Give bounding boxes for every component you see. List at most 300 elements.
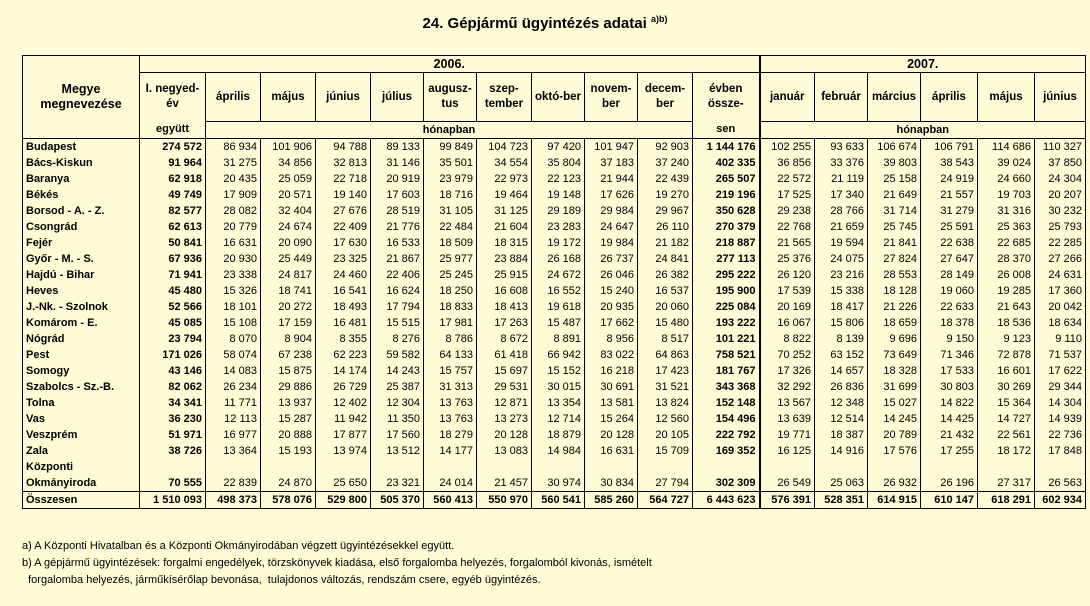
year-total-value: 219 196: [693, 187, 760, 203]
month-2006-value: 16 481: [316, 315, 371, 331]
year-total-value: [693, 459, 760, 475]
year-total-value: 181 767: [693, 363, 760, 379]
q1-value: 82 062: [140, 379, 206, 395]
month-2007-value: 29 238: [760, 203, 815, 219]
table-row: [23, 203, 1086, 219]
month-2006-header: augusz-tus: [424, 73, 477, 122]
month-2006-value: 13 364: [206, 443, 261, 459]
year-total-header: évben össze-: [693, 73, 760, 122]
month-2007-value: 25 158: [868, 171, 921, 187]
county-header: Megye megnevezése: [23, 56, 140, 139]
county-name: Baranya: [23, 171, 140, 187]
month-2006-value: 31 313: [424, 379, 477, 395]
unit-header-row: [23, 122, 1086, 139]
month-2006-value: 16 977: [206, 427, 261, 443]
month-2006-value: 15 875: [261, 363, 316, 379]
month-2007-value: 610 147: [921, 492, 978, 509]
month-2006-value: 17 603: [371, 187, 424, 203]
month-2006-value: 20 060: [638, 299, 693, 315]
month-2006-value: 26 729: [316, 379, 371, 395]
month-2007-value: 26 120: [760, 267, 815, 283]
month-2007-value: 14 245: [868, 411, 921, 427]
month-2006-value: 21 182: [638, 235, 693, 251]
month-2006-value: [206, 459, 261, 475]
month-2006-value: 15 697: [477, 363, 532, 379]
month-2006-value: 37 183: [585, 155, 638, 171]
month-2007-value: 13 639: [760, 411, 815, 427]
title-footnote-marker: a)b): [650, 14, 668, 24]
month-2007-value: 614 915: [868, 492, 921, 509]
month-2007-value: 28 766: [815, 203, 868, 219]
month-2006-value: 29 886: [261, 379, 316, 395]
month-2007-value: 17 255: [921, 443, 978, 459]
month-2007-value: 21 432: [921, 427, 978, 443]
month-2007-value: 36 856: [760, 155, 815, 171]
month-2006-value: [585, 459, 638, 475]
month-2006-value: 92 903: [638, 139, 693, 156]
month-2006-value: 62 223: [316, 347, 371, 363]
month-2007-value: 19 703: [978, 187, 1035, 203]
month-2006-value: 16 631: [585, 443, 638, 459]
footnotes: [22, 538, 652, 589]
month-2006-value: 8 355: [316, 331, 371, 347]
month-2006-value: 20 272: [261, 299, 316, 315]
q1-value: 62 613: [140, 219, 206, 235]
month-2006-value: 16 218: [585, 363, 638, 379]
month-2007-value: 27 266: [1035, 251, 1086, 267]
month-2007-value: 30 803: [921, 379, 978, 395]
month-2007-value: 21 643: [978, 299, 1035, 315]
month-2006-value: 12 304: [371, 395, 424, 411]
month-2007-value: 110 327: [1035, 139, 1086, 156]
month-2007-value: 72 878: [978, 347, 1035, 363]
month-2006-value: 17 263: [477, 315, 532, 331]
month-2006-value: 21 867: [371, 251, 424, 267]
county-name: Fejér: [23, 235, 140, 251]
table-row: [23, 139, 1086, 156]
month-2007-value: 29 344: [1035, 379, 1086, 395]
county-name: Győr - M. - S.: [23, 251, 140, 267]
q1-value: 45 480: [140, 283, 206, 299]
month-2007-value: [978, 459, 1035, 475]
table-row: [23, 395, 1086, 411]
month-2006-value: 15 480: [638, 315, 693, 331]
year-total-value: 350 628: [693, 203, 760, 219]
month-2006-value: 22 973: [477, 171, 532, 187]
month-2007-value: 24 304: [1035, 171, 1086, 187]
month-2006-value: 8 956: [585, 331, 638, 347]
month-2006-value: 17 560: [371, 427, 424, 443]
table-row: [23, 315, 1086, 331]
county-name: Veszprém: [23, 427, 140, 443]
month-2007-value: 528 351: [815, 492, 868, 509]
month-2006-value: 550 970: [477, 492, 532, 509]
month-2006-header: április: [206, 73, 261, 122]
month-2006-value: 20 571: [261, 187, 316, 203]
month-2007-value: 31 714: [868, 203, 921, 219]
q1-together-label: együtt: [140, 122, 206, 139]
month-2006-value: 16 624: [371, 283, 424, 299]
month-2007-value: 32 292: [760, 379, 815, 395]
month-2006-value: 23 321: [371, 475, 424, 492]
month-2007-value: 14 304: [1035, 395, 1086, 411]
q1-value: 71 941: [140, 267, 206, 283]
month-2006-value: 24 870: [261, 475, 316, 492]
month-2006-value: 94 788: [316, 139, 371, 156]
year-total-value: 343 368: [693, 379, 760, 395]
month-2007-value: 27 647: [921, 251, 978, 267]
month-2007-value: 26 932: [868, 475, 921, 492]
month-2006-value: 16 537: [638, 283, 693, 299]
month-2006-value: 16 608: [477, 283, 532, 299]
month-2006-header: szep-tember: [477, 73, 532, 122]
month-2006-value: 16 533: [371, 235, 424, 251]
month-2006-value: 34 856: [261, 155, 316, 171]
month-2007-value: 14 657: [815, 363, 868, 379]
month-2006-value: 64 133: [424, 347, 477, 363]
month-2006-value: 19 148: [532, 187, 585, 203]
year-total-value: 169 352: [693, 443, 760, 459]
table-body: [23, 139, 1086, 509]
county-name: Heves: [23, 283, 140, 299]
month-2007-value: 27 824: [868, 251, 921, 267]
county-name: Borsod - A. - Z.: [23, 203, 140, 219]
month-2007-value: 9 110: [1035, 331, 1086, 347]
month-2006-value: 18 833: [424, 299, 477, 315]
county-name: Nógrád: [23, 331, 140, 347]
month-2006-value: 28 082: [206, 203, 261, 219]
month-2006-value: 21 944: [585, 171, 638, 187]
month-2006-value: 20 128: [477, 427, 532, 443]
month-2006-value: 12 871: [477, 395, 532, 411]
month-2007-value: 18 536: [978, 315, 1035, 331]
month-2006-value: 24 014: [424, 475, 477, 492]
month-2006-value: 24 672: [532, 267, 585, 283]
county-name: Komárom - E.: [23, 315, 140, 331]
year-total-value: 218 887: [693, 235, 760, 251]
table-row: [23, 411, 1086, 427]
month-2006-value: 29 189: [532, 203, 585, 219]
month-2006-value: 505 370: [371, 492, 424, 509]
month-2006-header: május: [261, 73, 316, 122]
month-2007-header: február: [815, 73, 868, 122]
vehicle-admin-table: [22, 55, 1086, 509]
month-2007-value: 63 152: [815, 347, 868, 363]
month-2007-value: [760, 459, 815, 475]
month-2007-value: 26 008: [978, 267, 1035, 283]
county-name: J.-Nk. - Szolnok: [23, 299, 140, 315]
q1-value: 67 936: [140, 251, 206, 267]
month-2007-value: 17 622: [1035, 363, 1086, 379]
year-total-value: 277 113: [693, 251, 760, 267]
table-row: [23, 347, 1086, 363]
month-2006-value: 19 172: [532, 235, 585, 251]
month-2006-value: 529 800: [316, 492, 371, 509]
month-2006-value: 101 947: [585, 139, 638, 156]
month-2007-value: 102 255: [760, 139, 815, 156]
month-2007-header: január: [760, 73, 815, 122]
month-2006-value: 26 046: [585, 267, 638, 283]
month-2006-value: 18 413: [477, 299, 532, 315]
county-name: Zala: [23, 443, 140, 459]
month-2007-value: 25 363: [978, 219, 1035, 235]
year-total-value: 152 148: [693, 395, 760, 411]
table-row: [23, 475, 1086, 492]
month-2006-value: 37 240: [638, 155, 693, 171]
table-row: [23, 331, 1086, 347]
month-2006-header: decem-ber: [638, 73, 693, 122]
table-row: [23, 187, 1086, 203]
month-2007-value: 21 119: [815, 171, 868, 187]
month-2006-value: 23 884: [477, 251, 532, 267]
month-2006-value: 564 727: [638, 492, 693, 509]
table-row: [23, 267, 1086, 283]
month-2006-value: 16 541: [316, 283, 371, 299]
month-2006-value: 18 279: [424, 427, 477, 443]
county-name: Központi: [23, 459, 140, 475]
month-2007-value: 14 425: [921, 411, 978, 427]
month-2007-value: 71 346: [921, 347, 978, 363]
month-2007-value: 20 789: [868, 427, 921, 443]
month-2007-value: 25 063: [815, 475, 868, 492]
q1-value: 52 566: [140, 299, 206, 315]
county-name: Vas: [23, 411, 140, 427]
q1-value: 45 085: [140, 315, 206, 331]
month-2006-value: 24 674: [261, 219, 316, 235]
month-2006-value: 15 193: [261, 443, 316, 459]
year-total-value: 295 222: [693, 267, 760, 283]
month-2007-value: 39 024: [978, 155, 1035, 171]
month-2006-value: 18 741: [261, 283, 316, 299]
month-2007-value: 20 042: [1035, 299, 1086, 315]
month-2006-value: 14 177: [424, 443, 477, 459]
month-2007-value: 22 685: [978, 235, 1035, 251]
month-2006-value: 25 059: [261, 171, 316, 187]
footnote-a: a) A Központi Hivatalban és a Központi Okmányirodában végzett ügyintézésekkel együtt.: [22, 540, 455, 552]
month-2006-value: 26 110: [638, 219, 693, 235]
month-2007-value: 12 514: [815, 411, 868, 427]
month-2007-value: 21 565: [760, 235, 815, 251]
month-2006-value: [638, 459, 693, 475]
month-2006-value: 560 541: [532, 492, 585, 509]
month-2006-value: 8 786: [424, 331, 477, 347]
month-2007-value: 602 934: [1035, 492, 1086, 509]
year-2007-header: 2007.: [760, 56, 1086, 73]
month-2006-value: 17 630: [316, 235, 371, 251]
month-2006-value: 99 849: [424, 139, 477, 156]
month-2007-value: 21 649: [868, 187, 921, 203]
month-2006-value: 18 716: [424, 187, 477, 203]
month-2006-header: októ-ber: [532, 73, 585, 122]
table-row: [23, 171, 1086, 187]
month-2007-value: 18 378: [921, 315, 978, 331]
month-2006-value: 18 315: [477, 235, 532, 251]
month-2006-value: 8 276: [371, 331, 424, 347]
month-2006-value: 20 105: [638, 427, 693, 443]
month-2007-value: 14 916: [815, 443, 868, 459]
month-2007-value: 15 338: [815, 283, 868, 299]
month-2007-value: [921, 459, 978, 475]
month-2006-value: 26 737: [585, 251, 638, 267]
month-2007-value: 9 696: [868, 331, 921, 347]
month-2006-value: 24 817: [261, 267, 316, 283]
month-2006-value: 34 554: [477, 155, 532, 171]
month-2006-value: 18 493: [316, 299, 371, 315]
month-2007-value: 17 360: [1035, 283, 1086, 299]
month-2007-value: 15 806: [815, 315, 868, 331]
month-2007-value: 38 543: [921, 155, 978, 171]
month-2007-value: 17 340: [815, 187, 868, 203]
table-row: [23, 251, 1086, 267]
month-2007-value: 28 149: [921, 267, 978, 283]
month-2006-value: 19 464: [477, 187, 532, 203]
month-2006-value: 13 763: [424, 411, 477, 427]
table-row: [23, 443, 1086, 459]
month-2006-value: 8 904: [261, 331, 316, 347]
q1-value: 70 555: [140, 475, 206, 492]
q1-value: 171 026: [140, 347, 206, 363]
month-2007-value: 14 939: [1035, 411, 1086, 427]
month-2006-value: 13 974: [316, 443, 371, 459]
month-2006-value: 31 105: [424, 203, 477, 219]
month-2006-value: 8 070: [206, 331, 261, 347]
q1-value: 50 841: [140, 235, 206, 251]
month-2006-value: 21 604: [477, 219, 532, 235]
month-2006-value: [261, 459, 316, 475]
month-2006-value: 17 909: [206, 187, 261, 203]
month-2007-value: 33 376: [815, 155, 868, 171]
month-2007-value: 25 793: [1035, 219, 1086, 235]
month-2006-value: 86 934: [206, 139, 261, 156]
month-2006-value: 19 618: [532, 299, 585, 315]
county-name: Szabolcs - Sz.-B.: [23, 379, 140, 395]
month-2007-value: 24 631: [1035, 267, 1086, 283]
year-total-value: 225 084: [693, 299, 760, 315]
month-2006-value: 30 974: [532, 475, 585, 492]
month-2007-value: 18 328: [868, 363, 921, 379]
table-row: [23, 235, 1086, 251]
county-name: Pest: [23, 347, 140, 363]
month-2006-value: 26 234: [206, 379, 261, 395]
month-2007-value: 31 279: [921, 203, 978, 219]
month-2006-value: 25 915: [477, 267, 532, 283]
year-total-value: 101 221: [693, 331, 760, 347]
county-name: Somogy: [23, 363, 140, 379]
month-2006-value: [532, 459, 585, 475]
monthly-label-2006: hónapban: [206, 122, 693, 139]
month-2006-value: 15 487: [532, 315, 585, 331]
month-2006-value: 101 906: [261, 139, 316, 156]
month-2006-value: 31 275: [206, 155, 261, 171]
q1-value: 49 749: [140, 187, 206, 203]
month-2007-value: 15 027: [868, 395, 921, 411]
month-2006-value: 31 125: [477, 203, 532, 219]
total-row: [23, 492, 1086, 509]
month-2007-value: 8 822: [760, 331, 815, 347]
table-row: [23, 363, 1086, 379]
month-2006-value: 30 834: [585, 475, 638, 492]
year-total-value: 193 222: [693, 315, 760, 331]
month-2006-value: 17 423: [638, 363, 693, 379]
month-2006-value: 15 108: [206, 315, 261, 331]
month-2006-value: 13 763: [424, 395, 477, 411]
month-2006-value: 23 338: [206, 267, 261, 283]
month-2006-value: 66 942: [532, 347, 585, 363]
year-total-bottom-label: sen: [693, 122, 760, 139]
month-2007-value: 18 417: [815, 299, 868, 315]
month-2006-value: 29 984: [585, 203, 638, 219]
month-2007-value: 17 525: [760, 187, 815, 203]
month-2006-value: 19 140: [316, 187, 371, 203]
month-2007-value: 19 594: [815, 235, 868, 251]
table-row: [23, 155, 1086, 171]
q1-value: [140, 459, 206, 475]
month-2006-value: 22 718: [316, 171, 371, 187]
month-2006-value: 17 662: [585, 315, 638, 331]
month-2007-value: 20 169: [760, 299, 815, 315]
year-total-value: 195 900: [693, 283, 760, 299]
month-2006-header: június: [316, 73, 371, 122]
month-2007-value: 26 836: [815, 379, 868, 395]
month-2007-value: 71 537: [1035, 347, 1086, 363]
month-2007-value: 18 172: [978, 443, 1035, 459]
month-2006-value: 15 515: [371, 315, 424, 331]
month-2007-value: 24 075: [815, 251, 868, 267]
month-2007-value: 21 659: [815, 219, 868, 235]
month-2006-value: 20 779: [206, 219, 261, 235]
month-2006-value: 35 501: [424, 155, 477, 171]
month-2006-value: 16 631: [206, 235, 261, 251]
month-2007-header: március: [868, 73, 921, 122]
q1-value: 274 572: [140, 139, 206, 156]
month-2006-value: 25 245: [424, 267, 477, 283]
month-2007-value: 93 633: [815, 139, 868, 156]
year-total-value: 302 309: [693, 475, 760, 492]
month-2006-value: 8 672: [477, 331, 532, 347]
month-2006-value: 22 409: [316, 219, 371, 235]
month-2006-value: 18 879: [532, 427, 585, 443]
month-2006-value: 89 133: [371, 139, 424, 156]
month-2007-value: 27 317: [978, 475, 1035, 492]
month-2006-value: [316, 459, 371, 475]
year-2006-header: 2006.: [140, 56, 760, 73]
month-2007-value: 19 771: [760, 427, 815, 443]
county-name: Békés: [23, 187, 140, 203]
month-2006-value: 11 350: [371, 411, 424, 427]
month-2007-value: 9 150: [921, 331, 978, 347]
month-2006-value: 29 531: [477, 379, 532, 395]
month-2006-value: 20 930: [206, 251, 261, 267]
month-2006-value: 24 841: [638, 251, 693, 267]
month-2006-value: 18 101: [206, 299, 261, 315]
month-2006-value: 35 804: [532, 155, 585, 171]
year-total-value: 6 443 623: [693, 492, 760, 509]
month-2007-value: 15 364: [978, 395, 1035, 411]
month-2006-value: 17 626: [585, 187, 638, 203]
county-name: Összesen: [23, 492, 140, 509]
month-2007-value: 106 791: [921, 139, 978, 156]
month-2007-header: június: [1035, 73, 1086, 122]
month-2006-value: 15 152: [532, 363, 585, 379]
month-2006-value: 12 714: [532, 411, 585, 427]
month-2007-value: 22 572: [760, 171, 815, 187]
month-2006-value: 13 354: [532, 395, 585, 411]
county-name: Budapest: [23, 139, 140, 156]
month-2007-value: 17 848: [1035, 443, 1086, 459]
month-2006-value: 13 581: [585, 395, 638, 411]
q1-header: I. negyed-év: [140, 73, 206, 122]
month-2006-value: 13 512: [371, 443, 424, 459]
